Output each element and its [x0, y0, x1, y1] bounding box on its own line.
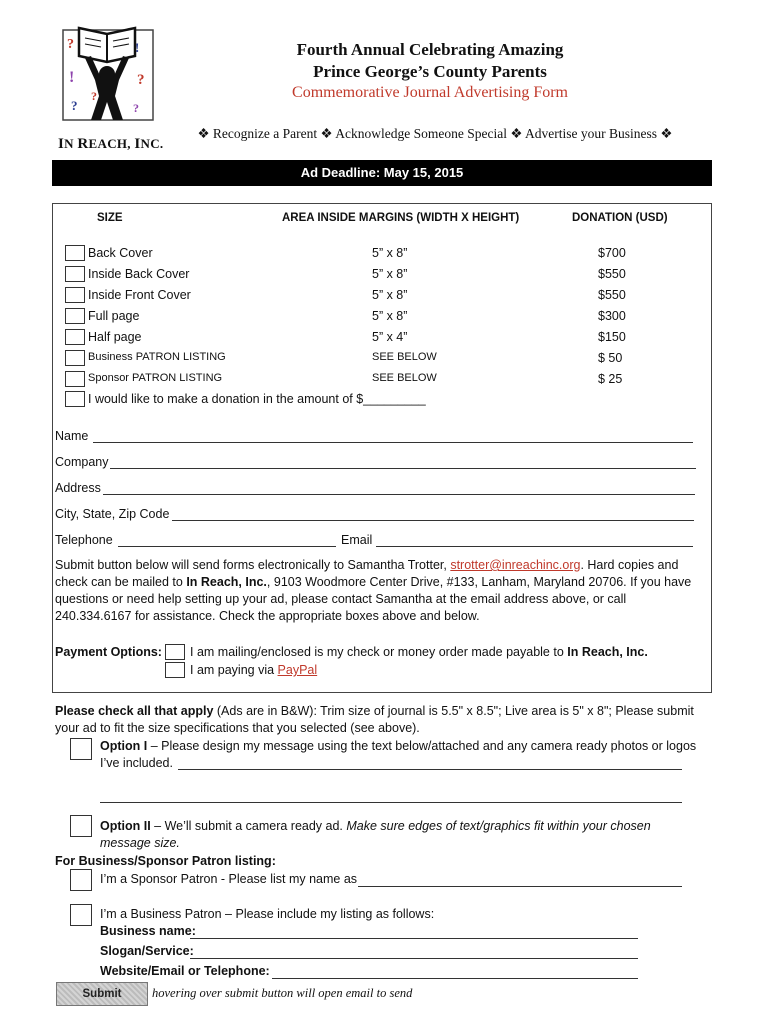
- email-label: Email: [341, 533, 373, 547]
- ad-size-dimensions: 5” x 8”: [372, 246, 408, 260]
- checkbox-sponsor-patron-listing[interactable]: [70, 869, 92, 891]
- checkbox-full-page[interactable]: [65, 308, 85, 324]
- checkbox-option-2[interactable]: [70, 815, 92, 837]
- payment-options-label: Payment Options:: [55, 645, 162, 659]
- checkbox-back-cover[interactable]: [65, 245, 85, 261]
- telephone-label: Telephone: [55, 533, 113, 547]
- patron-listing-heading: For Business/Sponsor Patron listing:: [55, 854, 276, 868]
- checkbox-inside-front-cover[interactable]: [65, 287, 85, 303]
- donation-amount-label: I would like to make a donation in the amount of $_________: [88, 392, 426, 406]
- email-field[interactable]: [376, 545, 693, 547]
- ad-size-dimensions: 5” x 8”: [372, 309, 408, 323]
- svg-text:!: !: [69, 69, 75, 86]
- ad-size-price: $ 50: [598, 351, 623, 365]
- org-name-part: R: [77, 136, 89, 152]
- org-name: [58, 136, 163, 153]
- checkbox-donation[interactable]: [65, 391, 85, 407]
- city-state-zip-field[interactable]: [172, 519, 694, 521]
- option-2-description: – We’ll submit a camera ready ad.: [150, 819, 347, 833]
- ad-size-price: $550: [598, 288, 626, 302]
- instructions-text: . Hard copies and check can be mailed to: [55, 558, 679, 589]
- ad-size-price: $550: [598, 267, 626, 281]
- business-patron-label: I’m a Business Patron – Please include my listing as follows:: [100, 907, 435, 921]
- check-all-text: (Ads are in B&W): Trim size of journal is 5.5" x 8.5"; Live area is 5" x 8"; Please submit your ad to fit the size specifications that you selected (see above).: [55, 704, 694, 735]
- check-all-instructions: [55, 703, 705, 737]
- svg-text:?: ?: [137, 72, 145, 88]
- checkbox-business-patron[interactable]: [65, 350, 85, 366]
- ad-size-price: $700: [598, 246, 626, 260]
- slogan-field[interactable]: [190, 957, 638, 959]
- option-1-message-line-2[interactable]: [100, 801, 682, 803]
- sponsor-patron-label: I’m a Sponsor Patron - Please list my name as: [100, 872, 358, 886]
- submit-button[interactable]: Submit: [56, 982, 148, 1006]
- svg-text:?: ?: [91, 89, 97, 103]
- name-label: Name: [55, 429, 89, 443]
- form-title-line1: Fourth Annual Celebrating Amazing: [296, 40, 564, 59]
- checkbox-pay-by-paypal[interactable]: [165, 662, 185, 678]
- pay-by-check-text: I am mailing/enclosed is my check or money order made payable to: [190, 645, 568, 659]
- ad-size-dimensions: SEE BELOW: [372, 351, 437, 363]
- company-label: Company: [55, 455, 109, 469]
- option-2-heading: Option II: [100, 819, 151, 833]
- ad-size-price: $150: [598, 330, 626, 344]
- org-name-part: NC.: [140, 136, 164, 151]
- column-header-donation: DONATION (USD): [572, 212, 668, 224]
- column-header-area: AREA INSIDE MARGINS (WIDTH X HEIGHT): [282, 212, 520, 224]
- option-1-description: – Please design my message using the text below/attached and any camera ready photos or logos I’ve included.: [100, 739, 697, 770]
- pay-by-paypal-label: [190, 663, 317, 677]
- ad-size-label: Half page: [88, 330, 142, 344]
- ad-size-label: Business PATRON LISTING: [88, 351, 226, 363]
- option-1-heading: Option I: [100, 739, 148, 753]
- address-field[interactable]: [103, 493, 695, 495]
- org-name-part: N: [64, 136, 78, 151]
- pay-by-check-label: [190, 645, 648, 659]
- svg-text:?: ?: [133, 101, 139, 115]
- deadline-banner: Ad Deadline: May 15, 2015: [52, 160, 712, 186]
- sponsor-name-field[interactable]: [358, 885, 682, 887]
- form-title-line2: Prince George’s County Parents: [313, 62, 547, 81]
- submit-note: hovering over submit button will open email to send: [152, 986, 413, 1000]
- ad-size-label: Sponsor PATRON LISTING: [88, 372, 223, 384]
- svg-text:!: !: [135, 40, 140, 55]
- instructions-text: , 9103 Woodmore Center Drive, #133, Lanham, Maryland 20706. If you have questions or need help setting up your ad, please contact Samantha at the email address above, or call 240.334.6167 for assistance. Check the appropriate boxes above and below.: [55, 575, 692, 623]
- checkbox-inside-back-cover[interactable]: [65, 266, 85, 282]
- slogan-label: Slogan/Service:: [100, 944, 194, 958]
- column-header-size: SIZE: [97, 212, 123, 224]
- option-1-text: [100, 738, 710, 772]
- org-name-part: EACH,: [88, 136, 135, 151]
- paypal-link[interactable]: PayPal: [277, 663, 318, 677]
- option-2-text: [100, 818, 700, 852]
- payee-name: In Reach, Inc.: [567, 645, 648, 659]
- name-field[interactable]: [93, 441, 693, 443]
- option-2-note: Make sure edges of text/graphics fit within your chosen message size.: [100, 819, 651, 850]
- website-field[interactable]: [272, 977, 638, 979]
- ad-size-dimensions: SEE BELOW: [372, 372, 437, 384]
- org-name-part: I: [134, 136, 141, 152]
- checkbox-pay-by-check[interactable]: [165, 644, 185, 660]
- ad-size-label: Inside Back Cover: [88, 267, 190, 281]
- svg-text:?: ?: [67, 37, 74, 52]
- contact-email-link[interactable]: strotter@inreachinc.org: [450, 558, 581, 572]
- ad-size-dimensions: 5” x 8”: [372, 267, 408, 281]
- website-label: Website/Email or Telephone:: [100, 964, 270, 978]
- option-1-message-line-1[interactable]: [178, 768, 682, 770]
- form-subtitle: Commemorative Journal Advertising Form: [292, 84, 568, 101]
- ad-size-label: Full page: [88, 309, 140, 323]
- submission-instructions: [55, 557, 695, 625]
- checkbox-half-page[interactable]: [65, 329, 85, 345]
- org-name-part: I: [58, 136, 65, 152]
- ad-size-label: Inside Front Cover: [88, 288, 191, 302]
- business-name-field[interactable]: [190, 937, 638, 939]
- checkbox-sponsor-patron[interactable]: [65, 371, 85, 387]
- pay-by-paypal-text: I am paying via: [190, 663, 278, 677]
- telephone-field[interactable]: [118, 545, 336, 547]
- business-name-label: Business name:: [100, 924, 196, 938]
- city-state-zip-label: City, State, Zip Code: [55, 507, 170, 521]
- tagline: ❖ Recognize a Parent ❖ Acknowledge Someone Special ❖ Advertise your Business ❖: [197, 126, 673, 141]
- org-name-bold: In Reach, Inc.: [186, 575, 267, 589]
- svg-text:?: ?: [71, 98, 78, 113]
- ad-size-label: Back Cover: [88, 246, 153, 260]
- ad-size-dimensions: 5” x 8”: [372, 288, 408, 302]
- company-field[interactable]: [110, 467, 696, 469]
- ad-size-price: $300: [598, 309, 626, 323]
- checkbox-business-patron-listing[interactable]: [70, 904, 92, 926]
- ad-size-dimensions: 5” x 4”: [372, 330, 408, 344]
- in-reach-logo: [55, 22, 160, 127]
- instructions-text: Submit button below will send forms electronically to Samantha Trotter,: [55, 558, 451, 572]
- address-label: Address: [55, 481, 101, 495]
- ad-size-price: $ 25: [598, 372, 623, 386]
- check-all-heading: Please check all that apply: [55, 704, 214, 718]
- checkbox-option-1[interactable]: [70, 738, 92, 760]
